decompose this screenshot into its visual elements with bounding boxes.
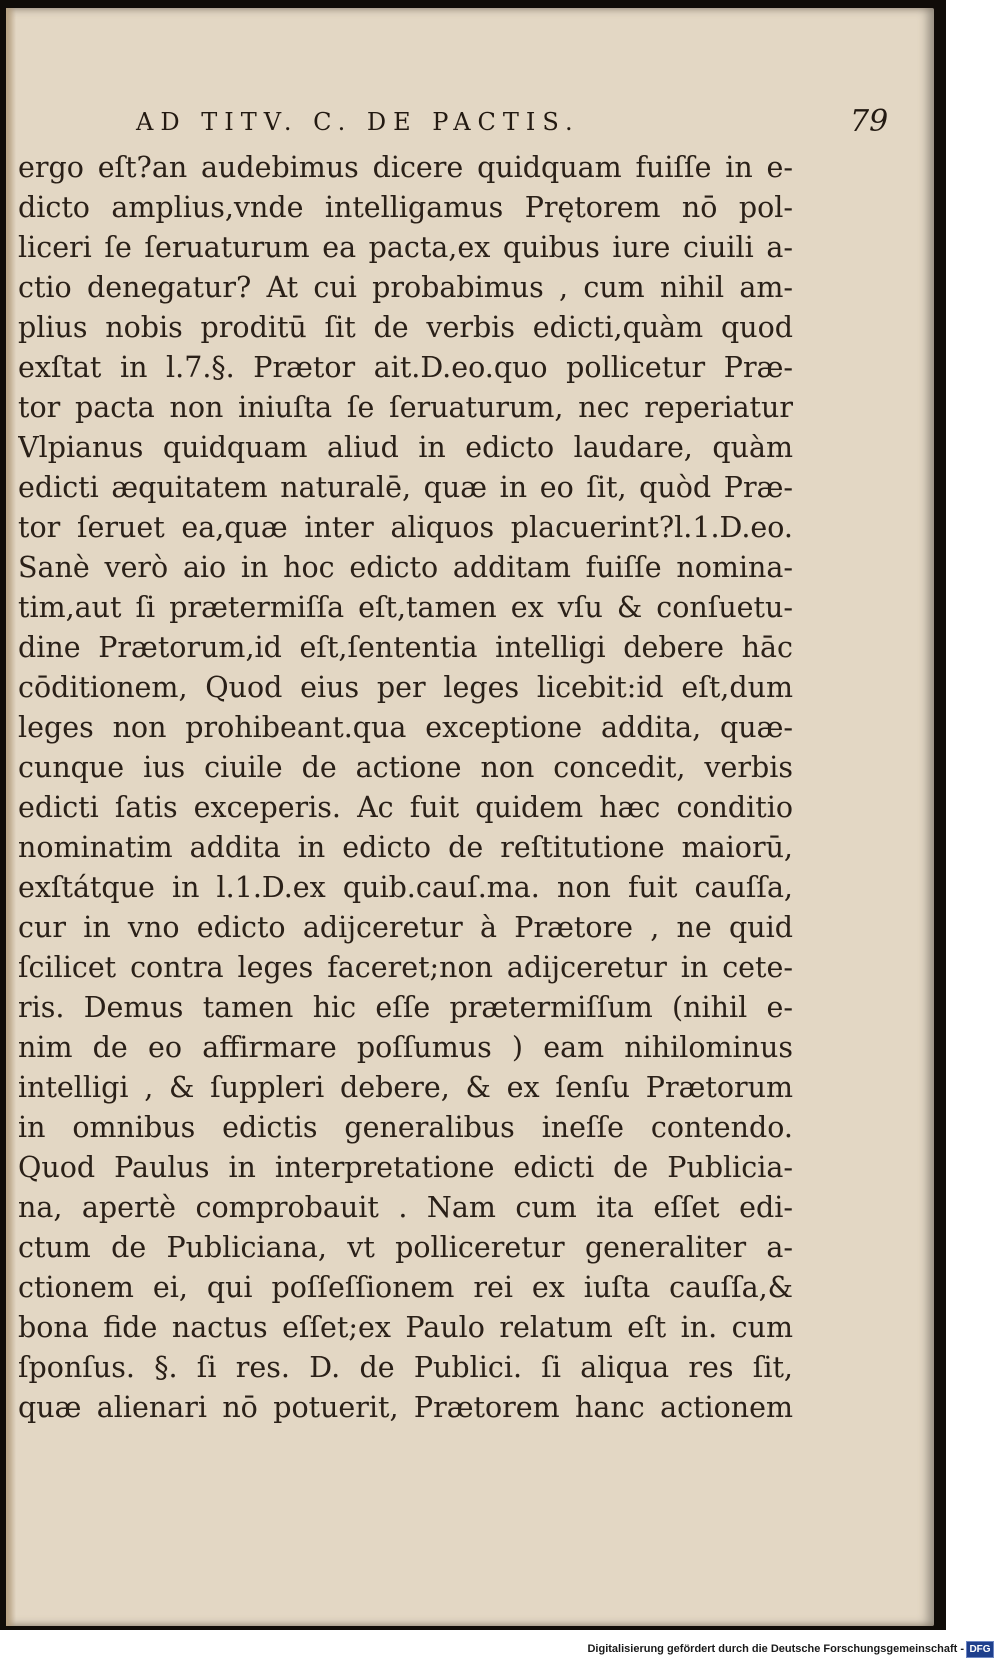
text-line: quæ alienari nō potuerit, Prætorem hanc actionem: [18, 1391, 793, 1424]
text-line: Quod Paulus in interpretatione edicti de Publicia-: [18, 1151, 793, 1184]
text-line: nim de eo affirmare poſſumus ) eam nihilominus: [18, 1031, 793, 1064]
text-line: tim,aut ſi prætermiſſa eſt,tamen ex vſu & conſuetu-: [18, 591, 793, 624]
text-line: cunque ius ciuile de actione non concedit, verbis: [18, 751, 793, 784]
text-line: exſtátque in l.1.D.ex quib.cauſ.ma. non fuit cauſſa,: [18, 871, 793, 904]
text-line: ergo eſt?an audebimus dicere quidquam fuiſſe in e-: [18, 151, 793, 184]
text-line: tor ſeruet ea,quæ inter aliquos placuerint?l.1.D.eo.: [18, 511, 793, 544]
text-line: bona fide nactus eſſet;ex Paulo relatum eſt in. cum: [18, 1311, 793, 1344]
text-line: ris. Demus tamen hic eſſe prætermiſſum (nihil e-: [18, 991, 793, 1024]
text-line: ctio denegatur? At cui probabimus , cum nihil am-: [18, 271, 793, 304]
page-number: 79: [850, 104, 889, 139]
text-line: edicti ſatis exceperis. Ac fuit quidem hæc conditio: [18, 791, 793, 824]
text-line: nominatim addita in edicto de reſtitutione maiorū,: [18, 831, 793, 864]
text-line: liceri ſe ſeruaturum ea pacta,ex quibus iure ciuili a-: [18, 231, 793, 264]
text-line: Vlpianus quidquam aliud in edicto laudare, quàm: [18, 431, 793, 464]
text-line: intelligi , & ſuppleri debere, & ex ſenſu Prætorum: [18, 1071, 793, 1104]
text-line: Sanè verò aio in hoc edicto additam fuiſſe nomina-: [18, 551, 793, 584]
body-text: [18, 148, 793, 1428]
text-line: tor pacta non iniuſta ſe ſeruaturum, nec reperiatur: [18, 391, 793, 424]
text-line: ſcilicet contra leges faceret;non adijceretur in cete-: [18, 951, 793, 984]
dfg-logo: DFG: [966, 1641, 994, 1658]
text-line: edicti æquitatem naturalē, quæ in eo ſit, quòd Præ-: [18, 471, 793, 504]
text-line: exſtat in l.7.§. Prætor ait.D.eo.quo pollicetur Præ-: [18, 351, 793, 384]
footer-bar: [0, 1638, 1000, 1666]
text-line: ctionem ei, qui poſſeſſionem rei ex iuſta cauſſa,&: [18, 1271, 793, 1304]
text-line: cur in vno edicto adijceretur à Prætore , ne quid: [18, 911, 793, 944]
text-line: leges non prohibeant.qua exceptione addita, quæ-: [18, 711, 793, 744]
text-line: cōditionem, Quod eius per leges licebit:id eſt,dum: [18, 671, 793, 704]
text-line: plius nobis proditū ſit de verbis edicti,quàm quod: [18, 311, 793, 344]
text-line: ctum de Publiciana, vt polliceretur generaliter a-: [18, 1231, 793, 1264]
running-head: AD TITV. C. DE PACTIS.: [136, 108, 580, 136]
text-line: dicto amplius,vnde intelligamus Prętorem nō pol-: [18, 191, 793, 224]
text-line: dine Prætorum,id eſt,ſententia intelligi debere hāc: [18, 631, 793, 664]
funding-credit: Digitalisierung gefördert durch die Deutsche Forschungsgemeinschaft -: [587, 1643, 964, 1655]
text-line: in omnibus edictis generalibus ineſſe contendo.: [18, 1111, 793, 1144]
text-line: ſponſus. §. ſi res. D. de Publici. ſi aliqua res ſit,: [18, 1351, 793, 1384]
page-spine-shadow: [6, 8, 16, 1626]
text-line: na, apertè comprobauit . Nam cum ita eſſet edi-: [18, 1191, 793, 1224]
